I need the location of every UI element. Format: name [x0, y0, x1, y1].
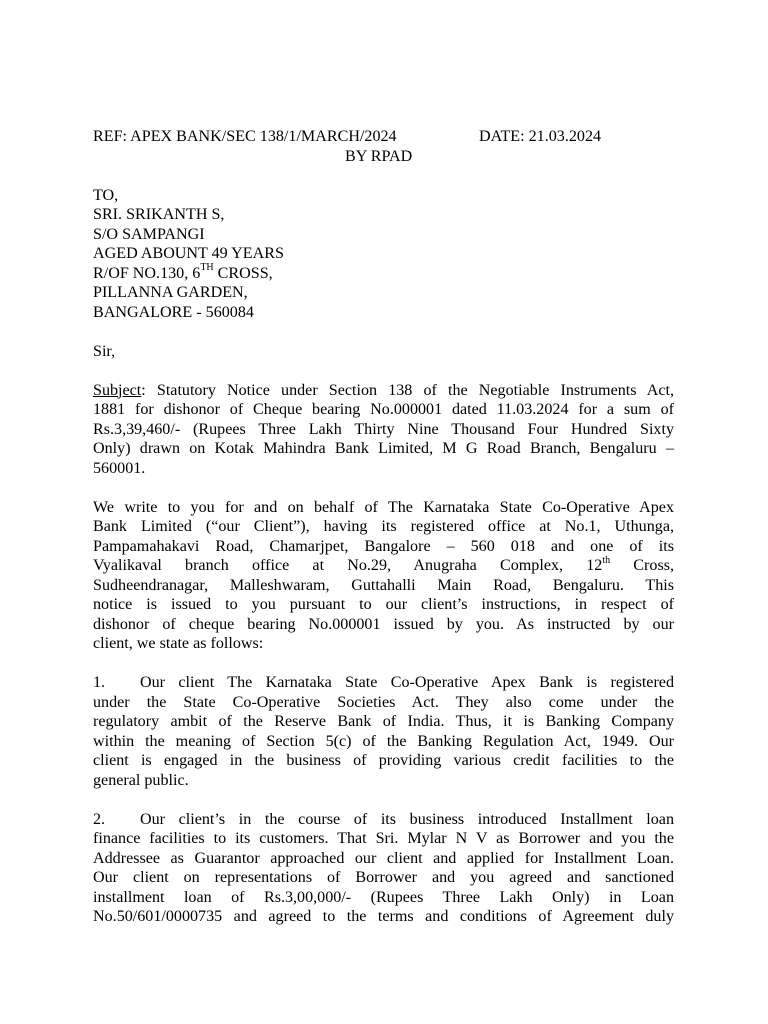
paragraph-number: 2.	[93, 810, 106, 828]
paragraph-number: 1.	[93, 674, 106, 691]
address-to: TO,	[93, 186, 119, 204]
addressee-block	[93, 186, 674, 323]
address-line-2: PILLANNA GARDEN,	[93, 284, 248, 301]
addressee-name: SRI. SRIKANTH S,	[93, 206, 225, 223]
letter-date: DATE: 21.03.2024	[479, 128, 602, 145]
dispatch-mode-row	[93, 147, 674, 167]
subject-label: Subject	[93, 381, 142, 399]
reference-row	[93, 127, 674, 147]
addressee-relation: S/O SAMPANGI	[93, 225, 205, 243]
numbered-paragraph-2: 2. Our client’s in the course of its business introduced Installment loan finance facilities to its customers. That Sri. Mylar N V as Borrower and you the Addressee as Guarantor approached our client and applied for Installment Loan. Our client on representations of Borrower and you agreed and sanctioned installment loan of Rs.3,00,000/- (Rupees Three Lakh Only) in Loan No.50/601/0000735 and agreed to the terms and conditions of Agreement duly	[93, 810, 674, 925]
salutation: Sir,	[93, 342, 116, 360]
address-line-3: BANGALORE - 560084	[93, 303, 254, 321]
numbered-paragraph-1: 1. Our client The Karnataka State Co-Operative Apex Bank is registered under the State Co-Operative Societies Act. They also come under the regulatory ambit of the Reserve Bank of India. Thus, it is Banking Company within the meaning of Section 5(c) of the Banking Regulation Act, 1949. Our client is engaged in the business of providing various credit facilities to the general public.	[93, 674, 674, 789]
addressee-age: AGED ABOUNT 49 YEARS	[93, 245, 284, 262]
subject-paragraph: Subject: Statutory Notice under Section 138 of the Negotiable Instruments Act, 1881 for dishonor of Cheque bearing No.000001 dated 11.03.2024 for a sum of Rs.3,39,460/- (Rupees Three Lakh Thirty Nine Thousand Four Hundred Sixty Only) drawn on Kotak Mahindra Bank Limited, M G Road Branch, Bengaluru – 560001.	[93, 381, 674, 477]
address-line-1: R/OF NO.130, 6TH CROSS,	[93, 262, 273, 282]
intro-paragraph: We write to you for and on behalf of The Karnataka State Co-Operative Apex Bank Limited (“our Client”), having its registered office at No.1, Uthunga, Pampamahakavi Road, Chamarjpet, Bangalore – 560 018 and one of its Vyalikaval branch office at No.29, Anugraha Complex, 12th Cross, Sudheendranagar, Malleshwaram, Guttahalli Main Road, Bengaluru. This notice is issued to you pursuant to our client’s instructions, in respect of dishonor of cheque bearing No.000001 issued by you. As instructed by our client, we state as follows:	[93, 498, 674, 652]
dispatch-mode: BY RPAD	[345, 147, 413, 165]
letter-page	[93, 127, 674, 927]
reference-number: REF: APEX BANK/SEC 138/1/MARCH/2024	[93, 128, 397, 145]
